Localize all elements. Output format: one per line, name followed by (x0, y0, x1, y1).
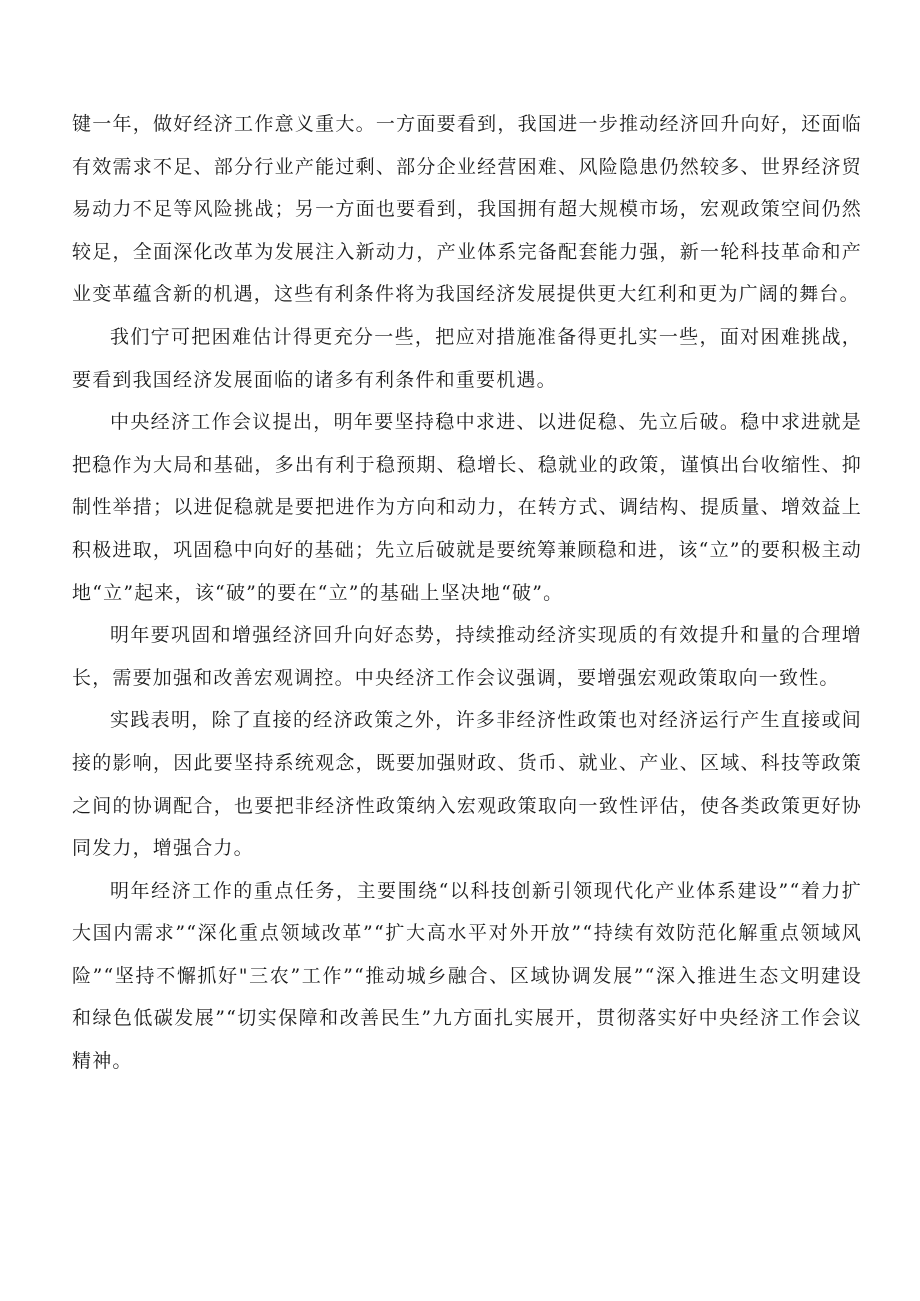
paragraph: 明年要巩固和增强经济回升向好态势，持续推动经济实现质的有效提升和量的合理增长，需要加强和改善宏观调控。中央经济工作会议强调，要增强宏观政策取向一致性。 (72, 624, 862, 689)
paragraph: 实践表明，除了直接的经济政策之外，许多非经济性政策也对经济运行产生直接或间接的影响，因此要坚持系统观念，既要加强财政、货币、就业、产业、区域、科技等政策之间的协调配合，也要把非经济性政策纳入宏观政策取向一致性评估，使各类政策更好协同发力，增强合力。 (72, 709, 862, 860)
document-body (72, 103, 862, 1083)
paragraph-continuation: 键一年，做好经济工作意义重大。一方面要看到，我国进一步推动经济回升向好，还面临有效需求不足、部分行业产能过剩、部分企业经营困难、风险隐患仍然较多、世界经济贸易动力不足等风险挑战；另一方面也要看到，我国拥有超大规模市场，宏观政策空间仍然较足，全面深化改革为发展注入新动力，产业体系完备配套能力强，新一轮科技革命和产业变革蕴含新的机遇，这些有利条件将为我国经济发展提供更大红利和更为广阔的舞台。 (72, 113, 862, 306)
paragraph: 我们宁可把困难估计得更充分一些，把应对措施准备得更扎实一些，面对困难挑战，要看到我国经济发展面临的诸多有利条件和重要机遇。 (72, 325, 862, 391)
paragraph: 中央经济工作会议提出，明年要坚持稳中求进、以进促稳、先立后破。稳中求进就是把稳作为大局和基础，多出有利于稳预期、稳增长、稳就业的政策，谨慎出台收缩性、抑制性举措；以进促稳就是要把进作为方向和动力，在转方式、调结构、提质量、增效益上积极进取，巩固稳中向好的基础；先立后破就是要统筹兼顾稳和进，该“立”的要积极主动地“立”起来，该“破”的要在“立”的基础上坚决地“破”。 (72, 411, 862, 604)
paragraph: 明年经济工作的重点任务，主要围绕“以科技创新引领现代化产业体系建设”“着力扩大国内需求”“深化重点领域改革”“扩大高水平对外开放”“持续有效防范化解重点领域风险”“坚持不懈抓好"三农”工作”“推动城乡融合、区域协调发展”“深入推进生态文明建设和绿色低碳发展”“切实保障和改善民生”九方面扎实展开，贯彻落实好中央经济工作会议精神。 (72, 879, 862, 1073)
